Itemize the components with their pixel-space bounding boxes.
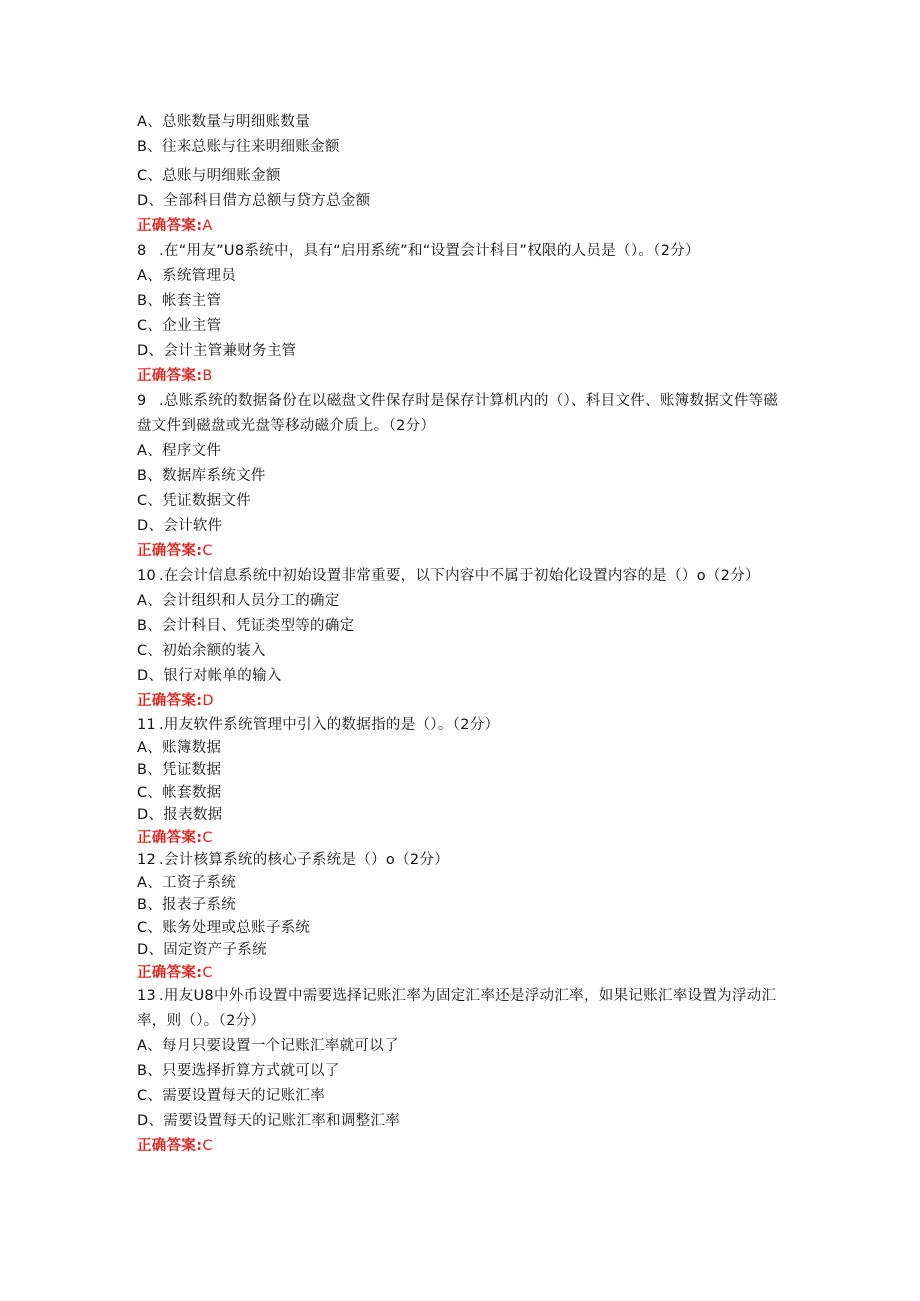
answer-value: A xyxy=(202,218,213,234)
question-12 xyxy=(137,849,787,984)
question-10 xyxy=(137,564,787,714)
answer-label: 正确答案: xyxy=(137,368,203,384)
correct-answer xyxy=(137,214,787,239)
correct-answer xyxy=(137,1134,787,1159)
question-body: .总账系统的数据备份在以磁盘文件保存时是保存计算机内的（）、科目文件、账簿数据文件等磁盘文件到磁盘或光盘等移动磁介质上。（2分） xyxy=(137,393,779,434)
question-number: 10 xyxy=(137,568,157,584)
option-d: D、全部科目借方总额与贷方总金额 xyxy=(137,193,371,209)
question-text xyxy=(137,849,787,872)
option-b: B、往来总账与往来明细账金额 xyxy=(137,139,340,155)
question-8 xyxy=(137,239,787,389)
option-a: A、每月只要设置一个记账汇率就可以了 xyxy=(137,1038,399,1054)
option-c: C、凭证数据文件 xyxy=(137,493,252,509)
correct-answer xyxy=(137,827,787,850)
option-d: D、需要设置每天的记账汇率和调整汇率 xyxy=(137,1113,401,1129)
option-a: A、账簿数据 xyxy=(137,739,222,756)
answer-label: 正确答案: xyxy=(137,543,203,559)
question-body: .在会计信息系统中初始设置非常重要，以下内容中不属于初始化设置内容的是（）o（2分） xyxy=(159,568,760,584)
question-text xyxy=(137,389,787,439)
option-a: A、总账数量与明细账数量 xyxy=(137,114,311,130)
question-body: .在“用友”U8系统中，具有“启用系统”和“设置会计科目”权限的人员是（）。（2分） xyxy=(159,243,700,259)
question-13 xyxy=(137,984,787,1159)
answer-value: C xyxy=(202,543,213,559)
answer-label: 正确答案: xyxy=(137,964,203,981)
option-d: D、会计软件 xyxy=(137,518,223,534)
option-d: D、会计主管兼财务主管 xyxy=(137,343,297,359)
option-b: B、凭证数据 xyxy=(137,762,222,778)
option-c: C、初始余额的装入 xyxy=(137,643,266,659)
question-number: 8 xyxy=(137,243,147,259)
correct-answer xyxy=(137,689,787,714)
question-body: .会计核算系统的核心子系统是（）o（2分） xyxy=(159,852,450,868)
option-b: B、会计科目、凭证类型等的确定 xyxy=(137,618,355,634)
answer-label: 正确答案: xyxy=(137,218,203,234)
option-c: C、帐套数据 xyxy=(137,784,222,801)
answer-label: 正确答案: xyxy=(137,1138,203,1154)
answer-value: C xyxy=(202,829,213,846)
option-b: B、只要选择折算方式就可以了 xyxy=(137,1063,340,1079)
question-text xyxy=(137,984,787,1034)
correct-answer xyxy=(137,539,787,564)
question-number: 13 xyxy=(137,988,157,1004)
question-number: 9 xyxy=(137,393,147,409)
question-body: .用友软件系统管理中引入的数据指的是（）。（2分） xyxy=(159,717,500,733)
option-d: D、报表数据 xyxy=(137,807,223,823)
option-a: A、会计组织和人员分工的确定 xyxy=(137,593,340,609)
answer-value: D xyxy=(202,693,214,709)
option-d: D、固定资产子系统 xyxy=(137,942,267,958)
option-c: C、企业主管 xyxy=(137,318,222,334)
answer-value: C xyxy=(202,964,213,981)
option-c: C、账务处理或总账子系统 xyxy=(137,919,311,936)
option-a: A、程序文件 xyxy=(137,443,222,459)
option-b: B、报表子系统 xyxy=(137,897,237,913)
question-7-continuation xyxy=(137,110,787,239)
option-b: B、帐套主管 xyxy=(137,293,222,309)
exam-document xyxy=(137,110,787,1159)
question-text xyxy=(137,714,787,737)
question-text xyxy=(137,564,787,589)
answer-value: B xyxy=(202,368,213,384)
question-11 xyxy=(137,714,787,849)
question-number: 12 xyxy=(137,852,157,868)
answer-label: 正确答案: xyxy=(137,829,203,846)
option-d: D、银行对帐单的输入 xyxy=(137,668,282,684)
question-number: 11 xyxy=(137,717,157,733)
question-9 xyxy=(137,389,787,564)
question-body: .用友U8中外币设置中需要选择记账汇率为固定汇率还是浮动汇率，如果记账汇率设置为浮动汇率，则（）。（2分） xyxy=(137,988,777,1029)
correct-answer xyxy=(137,364,787,389)
option-c: C、总账与明细账金额 xyxy=(137,168,281,184)
answer-value: C xyxy=(202,1138,213,1154)
option-a: A、工资子系统 xyxy=(137,874,237,891)
option-c: C、需要设置每天的记账汇率 xyxy=(137,1088,326,1104)
correct-answer xyxy=(137,962,787,985)
answer-label: 正确答案: xyxy=(137,693,203,709)
option-a: A、系统管理员 xyxy=(137,268,237,284)
option-b: B、数据库系统文件 xyxy=(137,468,266,484)
question-text xyxy=(137,239,787,264)
